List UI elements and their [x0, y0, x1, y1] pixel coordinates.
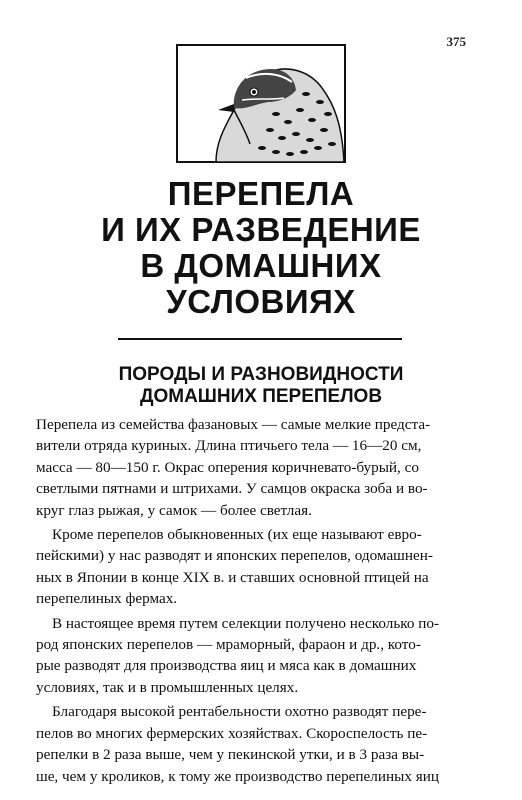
text-line: Кроме перепелов обыкновенных (их еще называют евро-: [52, 526, 422, 544]
paragraph: [36, 613, 496, 699]
text-line: В настоящее время путем селекции получено несколько по-: [52, 614, 440, 632]
text-line: светлыми пятнами и штрихами. У самцов окраска зоба и во-: [36, 480, 428, 498]
text-line: репелки в 2 раза выше, чем у пекинской утки, и в 3 раза вы-: [36, 746, 425, 764]
page-number: 375: [446, 34, 466, 49]
title-divider: [118, 338, 402, 340]
text-line: рые разводят для производства яиц и мяса как в домашних: [36, 657, 417, 675]
text-line: Благодаря высокой рентабельности охотно разводят пере-: [52, 703, 427, 721]
chapter-title-line: И ИХ РАЗВЕДЕНИЕ: [101, 211, 421, 248]
section-heading-line: ПОРОДЫ И РАЗНОВИДНОСТИ: [118, 364, 404, 385]
text-line: пелов во многих фермерских хозяйствах. Скороспелость пе-: [36, 724, 428, 742]
text-line: перепелиных фермах.: [36, 590, 178, 608]
text-line: условиях, так и в промышленных целях.: [36, 678, 299, 696]
text-line: род японских перепелов — мраморный, фараон и др., кото-: [36, 636, 421, 654]
chapter-title: [0, 176, 522, 320]
text-line: вители отряда куриных. Длина птичьего тела — 16—20 см,: [36, 437, 422, 455]
text-line: пейскими) у нас разводят и японских перепелов, одомашнен-: [36, 547, 433, 565]
text-line: Перепела из семейства фазановых — самые мелкие предста-: [36, 416, 431, 433]
text-line: масса — 80—150 г. Окрас оперения коричневато-бурый, со: [36, 458, 419, 476]
paragraph: [36, 524, 496, 610]
section-heading-line: ДОМАШНИХ ПЕРЕПЕЛОВ: [139, 386, 383, 407]
text-line: ше, чем у кроликов, к тому же производство перепелиных яиц: [36, 767, 439, 785]
paragraph: [36, 414, 496, 521]
body-text: [36, 414, 496, 787]
paragraph: [36, 701, 496, 787]
text-line: круг глаз рыжая, у самок — более светлая.: [36, 501, 312, 519]
chapter-title-line: ПЕРЕПЕЛА: [167, 175, 355, 212]
section-heading: [0, 364, 522, 408]
chapter-title-line: УСЛОВИЯХ: [166, 283, 356, 320]
text-line: ных в Японии в конце XIX в. и ставших основной птицей на: [36, 568, 429, 586]
quail-head-illustration: [176, 44, 346, 163]
chapter-title-line: В ДОМАШНИХ: [140, 247, 382, 284]
